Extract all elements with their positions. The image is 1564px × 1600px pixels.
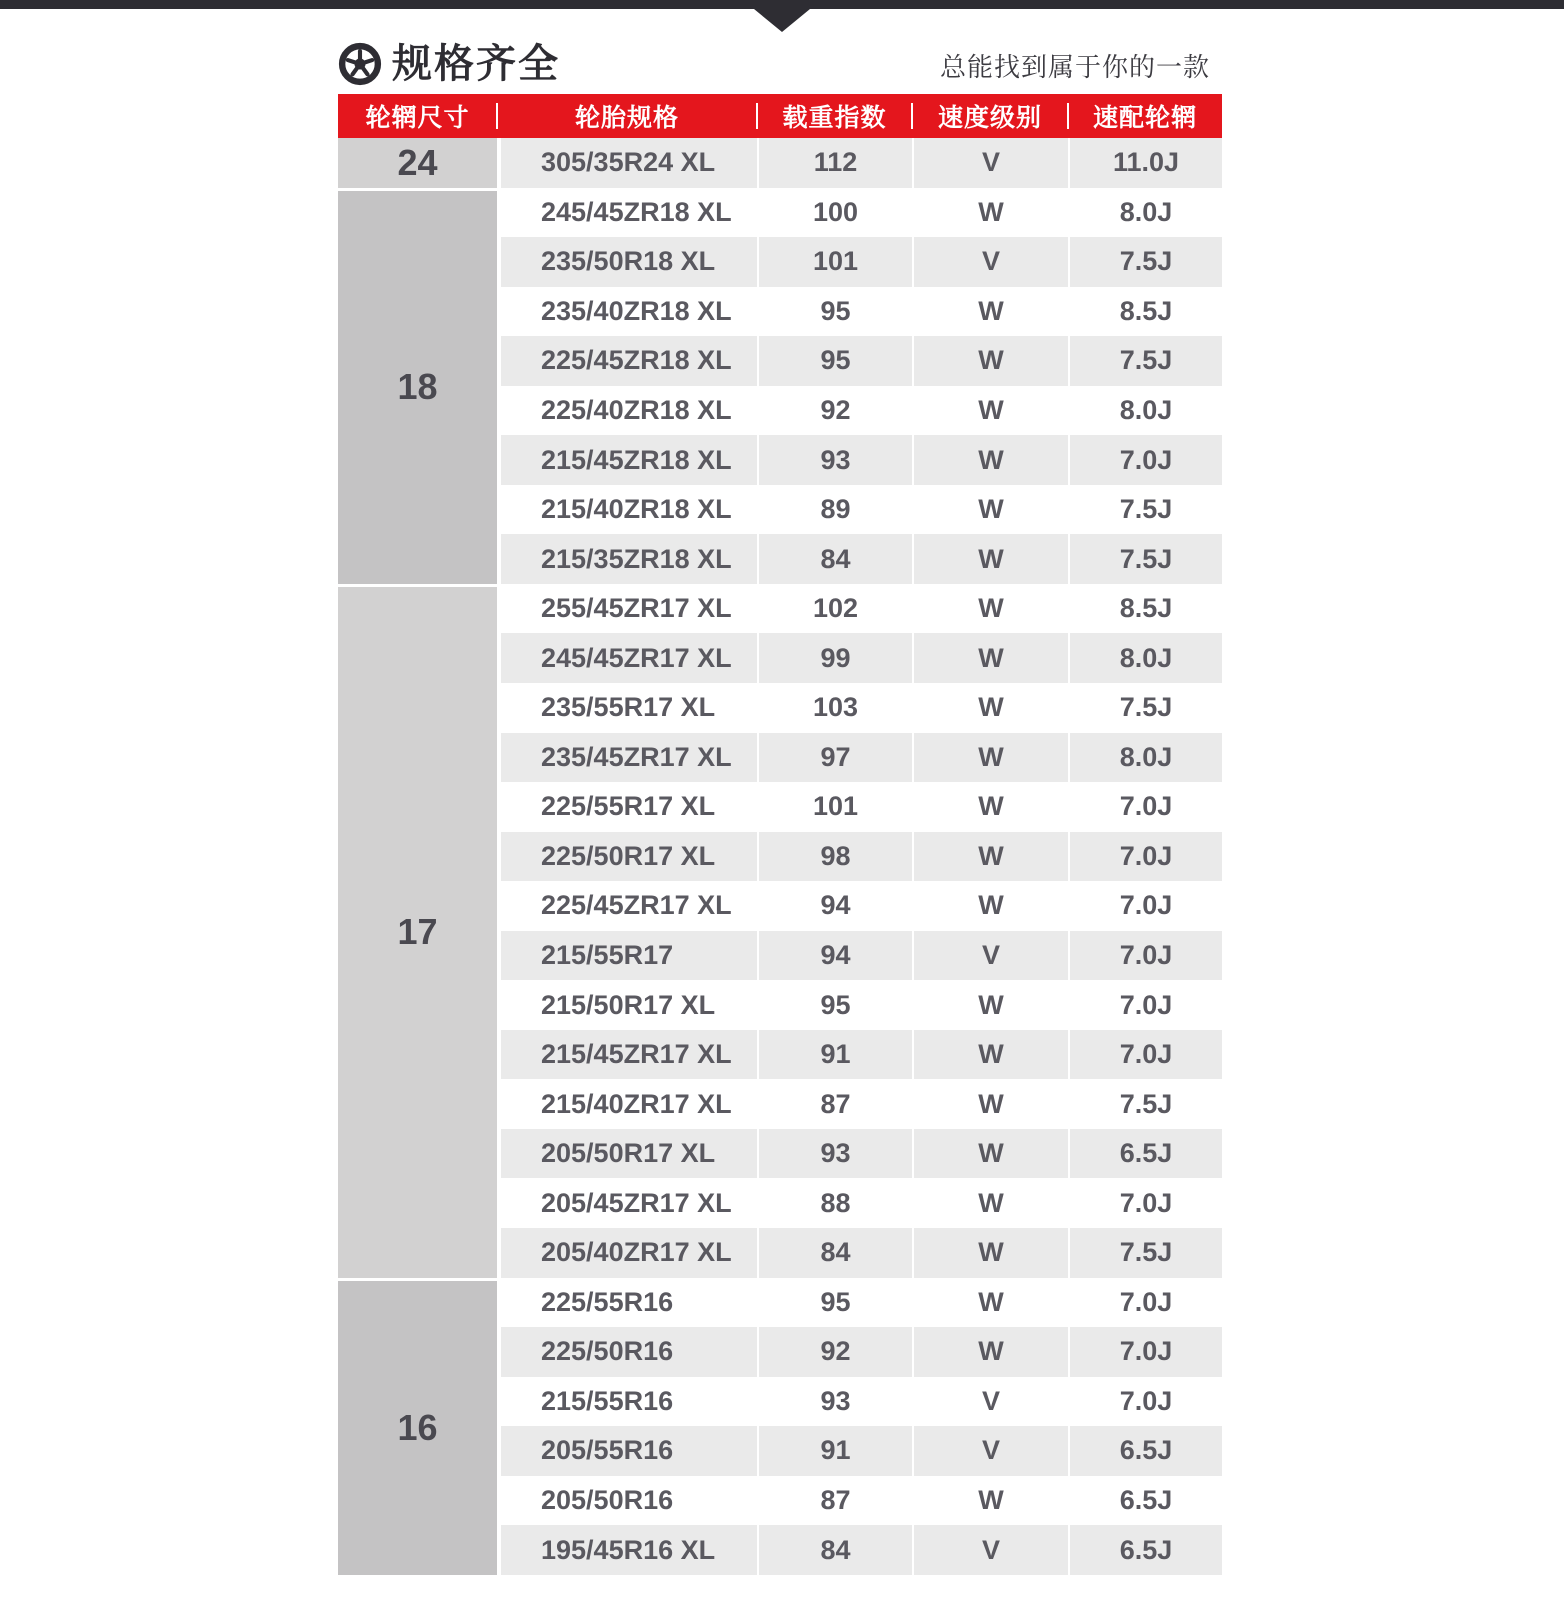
cell-spec: 205/50R17 XL: [497, 1129, 757, 1179]
cell-spec: 215/40ZR18 XL: [497, 485, 757, 535]
cell-load: 87: [757, 1079, 912, 1129]
top-banner-bar: [0, 0, 1564, 9]
cell-spec: 225/55R16: [497, 1278, 757, 1328]
cell-speed: W: [912, 980, 1068, 1030]
cell-load: 93: [757, 1377, 912, 1427]
cell-rim: 7.5J: [1068, 683, 1222, 733]
cell-speed: W: [912, 1327, 1068, 1377]
cell-spec: 215/35ZR18 XL: [497, 534, 757, 584]
wheel-icon: [338, 42, 382, 86]
cell-load: 84: [757, 1228, 912, 1278]
cell-rim: 6.5J: [1068, 1525, 1222, 1575]
cell-spec: 205/50R16: [497, 1476, 757, 1526]
cell-rim: 7.0J: [1068, 980, 1222, 1030]
cell-speed: W: [912, 1228, 1068, 1278]
cell-spec: 215/45ZR18 XL: [497, 435, 757, 485]
tire-spec-table: [338, 94, 1222, 1575]
cell-load: 93: [757, 435, 912, 485]
cell-speed: W: [912, 782, 1068, 832]
cell-rim: 7.0J: [1068, 1377, 1222, 1427]
cell-spec: 215/50R17 XL: [497, 980, 757, 1030]
page-subtitle: 总能找到属于你的一款: [939, 52, 1210, 82]
cell-speed: W: [912, 1079, 1068, 1129]
cell-rim: 7.0J: [1068, 782, 1222, 832]
cell-spec: 235/50R18 XL: [497, 237, 757, 287]
cell-spec: 235/55R17 XL: [497, 683, 757, 733]
cell-rim: 8.5J: [1068, 287, 1222, 337]
cell-speed: W: [912, 336, 1068, 386]
cell-speed: W: [912, 1129, 1068, 1179]
cell-rim: 7.0J: [1068, 1327, 1222, 1377]
cell-rim: 8.0J: [1068, 733, 1222, 783]
cell-rim: 7.5J: [1068, 1228, 1222, 1278]
cell-spec: 215/45ZR17 XL: [497, 1030, 757, 1080]
cell-spec: 225/55R17 XL: [497, 782, 757, 832]
cell-spec: 235/45ZR17 XL: [497, 733, 757, 783]
cell-load: 87: [757, 1476, 912, 1526]
cell-rim: 7.5J: [1068, 237, 1222, 287]
cell-rim: 7.0J: [1068, 1278, 1222, 1328]
cell-spec: 205/55R16: [497, 1426, 757, 1476]
column-header-1: 轮胎规格: [497, 94, 757, 138]
page-title: 规格齐全: [392, 42, 560, 86]
table-row: [338, 1278, 1222, 1328]
column-header-4: 速配轮辋: [1068, 94, 1222, 138]
cell-rim: 7.0J: [1068, 1030, 1222, 1080]
cell-rim: 7.0J: [1068, 1178, 1222, 1228]
section-title-group: [338, 42, 560, 86]
cell-load: 101: [757, 237, 912, 287]
cell-speed: W: [912, 733, 1068, 783]
cell-rim: 8.5J: [1068, 584, 1222, 634]
cell-spec: 245/45ZR18 XL: [497, 188, 757, 238]
cell-load: 95: [757, 287, 912, 337]
rim-size-cell: 16: [338, 1278, 497, 1575]
cell-rim: 8.0J: [1068, 633, 1222, 683]
cell-rim: 6.5J: [1068, 1426, 1222, 1476]
cell-speed: V: [912, 1525, 1068, 1575]
cell-load: 101: [757, 782, 912, 832]
banner-arrow-down-icon: [754, 9, 810, 32]
cell-load: 84: [757, 1525, 912, 1575]
cell-speed: W: [912, 485, 1068, 535]
column-header-3: 速度级别: [912, 94, 1068, 138]
cell-load: 102: [757, 584, 912, 634]
cell-load: 89: [757, 485, 912, 535]
cell-speed: W: [912, 584, 1068, 634]
rim-size-cell: 18: [338, 188, 497, 584]
cell-load: 91: [757, 1030, 912, 1080]
cell-rim: 7.0J: [1068, 832, 1222, 882]
cell-speed: V: [912, 1426, 1068, 1476]
cell-rim: 7.5J: [1068, 336, 1222, 386]
cell-load: 93: [757, 1129, 912, 1179]
cell-speed: W: [912, 1476, 1068, 1526]
cell-load: 88: [757, 1178, 912, 1228]
column-header-0: 轮辋尺寸: [338, 94, 497, 138]
cell-speed: W: [912, 435, 1068, 485]
cell-rim: 6.5J: [1068, 1129, 1222, 1179]
table-row: [338, 584, 1222, 634]
cell-spec: 235/40ZR18 XL: [497, 287, 757, 337]
cell-speed: W: [912, 287, 1068, 337]
cell-spec: 215/40ZR17 XL: [497, 1079, 757, 1129]
cell-speed: V: [912, 931, 1068, 981]
cell-rim: 8.0J: [1068, 386, 1222, 436]
cell-speed: V: [912, 138, 1068, 188]
cell-speed: W: [912, 683, 1068, 733]
cell-rim: 7.5J: [1068, 485, 1222, 535]
cell-speed: W: [912, 188, 1068, 238]
cell-spec: 205/45ZR17 XL: [497, 1178, 757, 1228]
cell-load: 84: [757, 534, 912, 584]
rim-size-cell: 17: [338, 584, 497, 1278]
table-row: [338, 138, 1222, 188]
cell-speed: W: [912, 881, 1068, 931]
rim-size-cell: 24: [338, 138, 497, 188]
cell-spec: 225/50R16: [497, 1327, 757, 1377]
cell-spec: 305/35R24 XL: [497, 138, 757, 188]
cell-load: 94: [757, 931, 912, 981]
cell-spec: 225/45ZR17 XL: [497, 881, 757, 931]
cell-rim: 11.0J: [1068, 138, 1222, 188]
cell-rim: 7.0J: [1068, 881, 1222, 931]
cell-load: 91: [757, 1426, 912, 1476]
cell-load: 100: [757, 188, 912, 238]
cell-load: 92: [757, 386, 912, 436]
cell-rim: 7.5J: [1068, 534, 1222, 584]
cell-load: 98: [757, 832, 912, 882]
cell-rim: 6.5J: [1068, 1476, 1222, 1526]
cell-load: 97: [757, 733, 912, 783]
cell-speed: W: [912, 832, 1068, 882]
cell-spec: 255/45ZR17 XL: [497, 584, 757, 634]
column-header-2: 载重指数: [757, 94, 912, 138]
cell-spec: 225/40ZR18 XL: [497, 386, 757, 436]
cell-rim: 7.0J: [1068, 435, 1222, 485]
cell-load: 95: [757, 1278, 912, 1328]
cell-spec: 215/55R16: [497, 1377, 757, 1427]
cell-speed: W: [912, 386, 1068, 436]
cell-spec: 225/50R17 XL: [497, 832, 757, 882]
cell-spec: 215/55R17: [497, 931, 757, 981]
cell-load: 103: [757, 683, 912, 733]
cell-spec: 195/45R16 XL: [497, 1525, 757, 1575]
cell-speed: V: [912, 237, 1068, 287]
cell-rim: 7.0J: [1068, 931, 1222, 981]
cell-speed: V: [912, 1377, 1068, 1427]
cell-speed: W: [912, 1178, 1068, 1228]
cell-load: 92: [757, 1327, 912, 1377]
table-header-row: [338, 94, 1222, 138]
cell-load: 95: [757, 336, 912, 386]
cell-load: 112: [757, 138, 912, 188]
cell-speed: W: [912, 534, 1068, 584]
cell-spec: 245/45ZR17 XL: [497, 633, 757, 683]
cell-load: 94: [757, 881, 912, 931]
cell-spec: 225/45ZR18 XL: [497, 336, 757, 386]
cell-rim: 7.5J: [1068, 1079, 1222, 1129]
cell-speed: W: [912, 633, 1068, 683]
cell-speed: W: [912, 1030, 1068, 1080]
cell-rim: 8.0J: [1068, 188, 1222, 238]
cell-load: 95: [757, 980, 912, 1030]
spec-section: [338, 30, 1222, 1575]
cell-speed: W: [912, 1278, 1068, 1328]
cell-spec: 205/40ZR17 XL: [497, 1228, 757, 1278]
table-row: [338, 188, 1222, 238]
cell-load: 99: [757, 633, 912, 683]
section-header: [338, 30, 1222, 86]
